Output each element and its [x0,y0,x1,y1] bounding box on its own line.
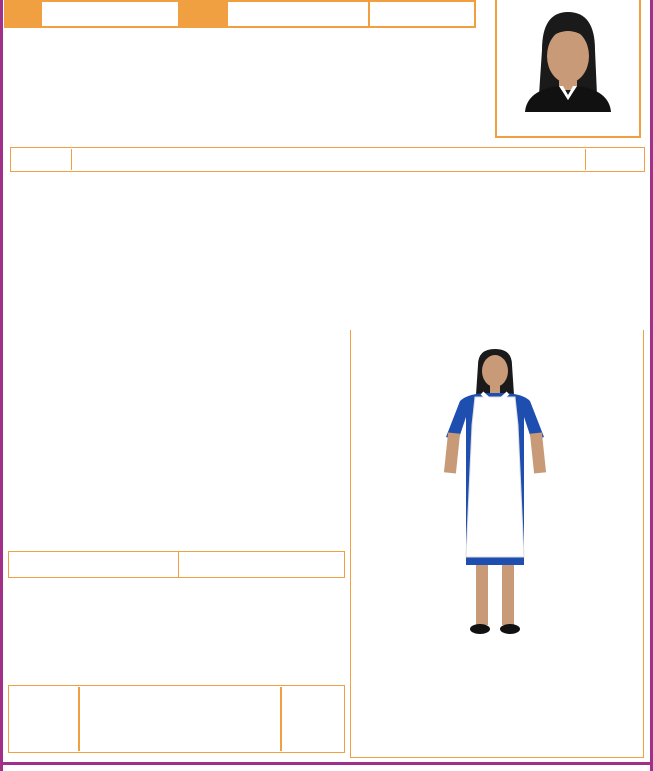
remarks-block [362,648,642,651]
arabic-label [179,552,245,578]
photo-frame [495,0,641,138]
name-arabic [585,149,643,170]
work-divider-left [78,687,80,751]
english-arabic [64,552,179,578]
date-label [6,2,42,26]
work-box [8,685,345,753]
full-body-photo [420,345,570,645]
to-value [368,2,472,26]
to-label [338,2,368,26]
arabic-arabic [245,552,345,578]
bottom-border [0,762,653,765]
name-value [96,149,496,170]
work-divider-right [280,687,282,751]
date-value [45,2,175,26]
portrait-photo [497,0,639,134]
ref-value [236,2,336,26]
name-label [12,149,72,170]
ref-label [178,2,228,26]
english-label [9,552,65,578]
languages-table [8,551,345,578]
